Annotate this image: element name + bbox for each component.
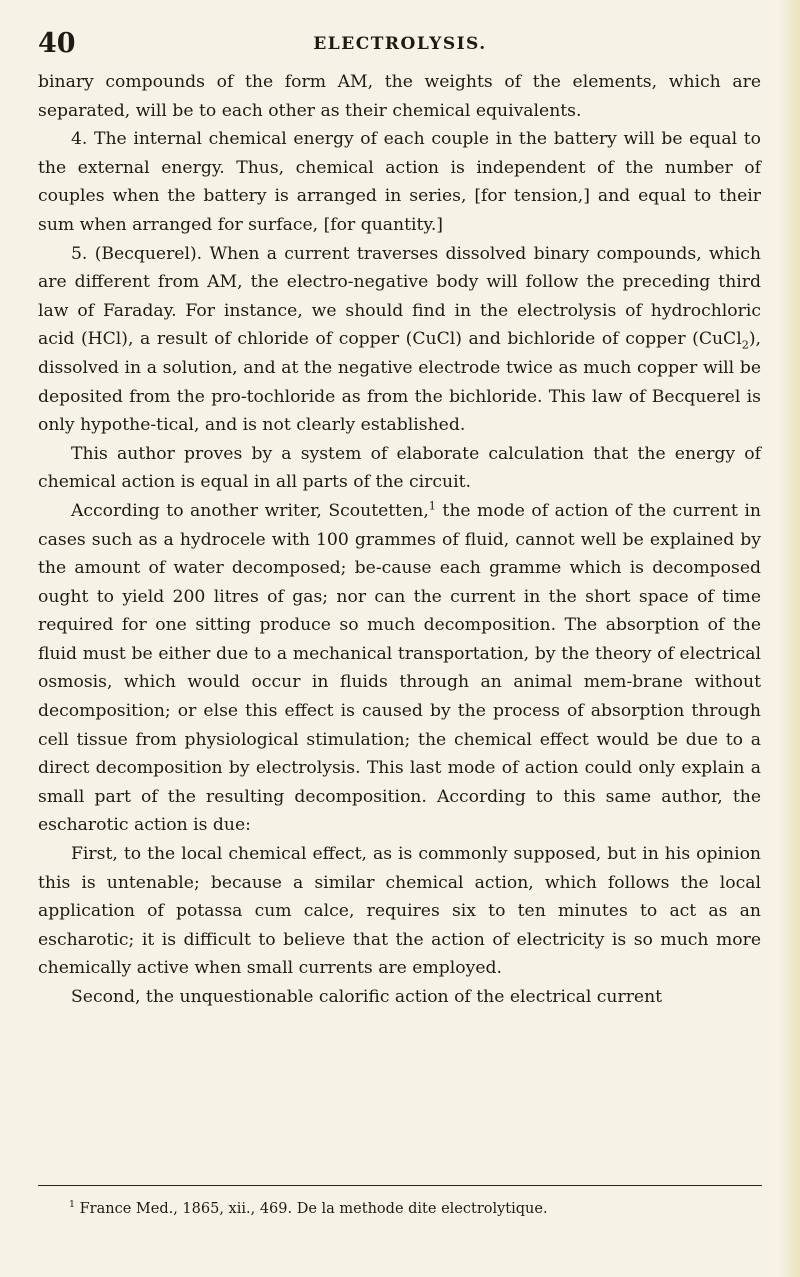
footnote-marker: 1	[69, 1199, 75, 1211]
paragraph-first: First, to the local chemical effect, as is commonly supposed, but in his opinion this is untenable; because a similar chemical action, which follows the local application of potassa cum calce, requires six to ten minutes to act as an escharotic; it is difficult to believe that the action of electricity is so much more chemically active when small currents are employed.	[38, 844, 761, 979]
page-header	[38, 28, 762, 58]
footnote-ref: 1	[428, 499, 436, 513]
paragraph-energy: This author proves by a system of elaborate calculation that the energy of chemical action is equal in all parts of the circuit.	[38, 443, 761, 493]
running-head: ELECTROLYSIS.	[313, 34, 487, 54]
subscript-2: 2	[741, 338, 749, 352]
paragraph-law-5-text-b: ), dissolved in a solution, and at the negative electrode twice as much copper will be deposited from the pro-tochloride as from the bichloride. This law of Becquerel is only hypothe-tical, and is not clearly established.	[38, 329, 761, 436]
paragraph-law-5	[38, 240, 761, 440]
paragraph-scoutetten	[38, 497, 761, 840]
paragraph-law-5-text-a: 5. (Becquerel). When a current traverses dissolved binary compounds, which are different from AM, the electro-negative body will follow the preceding third law of Faraday. For instance, we should find in the electrolysis of hydrochloric acid (HCl), a result of chloride of copper (CuCl) and bichloride of copper (CuCl	[38, 243, 761, 350]
footnote-divider	[38, 1185, 762, 1186]
body-text	[38, 68, 761, 1012]
page-number: 40	[38, 28, 76, 59]
paragraph-law-4: 4. The internal chemical energy of each couple in the battery will be equal to the external energy. Thus, chemical action is independent of the number of couples when the battery is arranged in series, [for tension,] and equal to their sum when arranged for surface, [for quantity.]	[38, 129, 761, 235]
paragraph-scoutetten-text-b: the mode of action of the current in cases such as a hydrocele with 100 grammes of fluid, cannot well be explained by the amount of water decomposed; be-cause each gramme which is decomposed ought to yield 200 litres of gas; nor can the current in the short space of time required for one sitting produce so much decomposition. The absorption of the fluid must be either due to a mechanical transportation, by the theory of electrical osmosis, which would occur in fluids through an animal mem-brane without decomposition; or else this effect is caused by the process of absorption through cell tissue from physiological stimulation; the chemical effect would be due to a direct decomposition by electrolysis. This last mode of action could only explain a small part of the resulting decomposition. According to this same author, the escharotic action is due:	[38, 500, 761, 836]
paragraph-continuation: binary compounds of the form AM, the weights of the elements, which are separated, will be to each other as their chemical equivalents.	[38, 72, 761, 121]
paragraph-scoutetten-text-a: According to another writer, Scoutetten,	[71, 500, 429, 521]
footnote-text: France Med., 1865, xii., 469. De la methode dite electrolytique.	[75, 1201, 548, 1217]
footnote	[69, 1199, 762, 1219]
page-edge-shading	[778, 0, 800, 1277]
paragraph-second: Second, the unquestionable calorific action of the electrical current	[71, 987, 663, 1007]
